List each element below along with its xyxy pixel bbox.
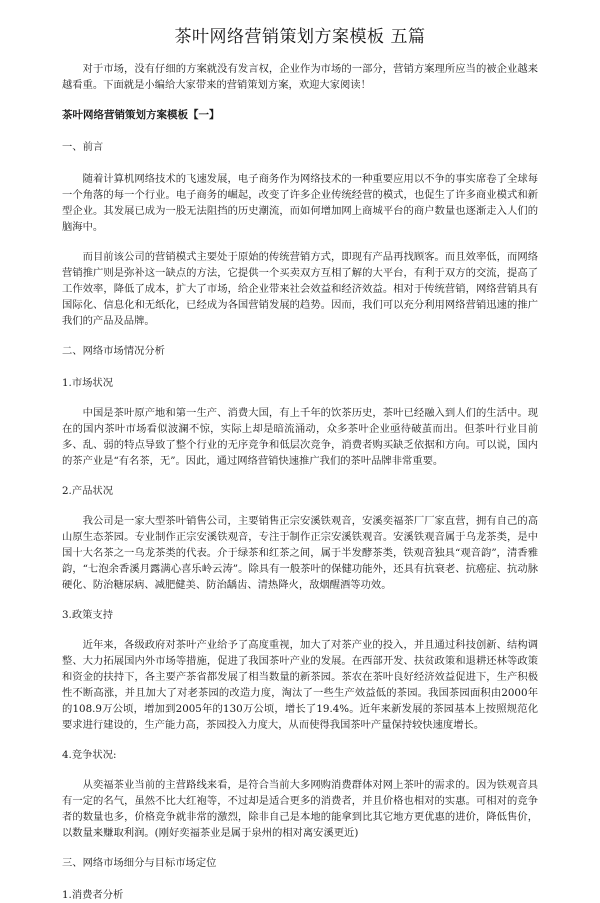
preface-paragraph-1: 随着计算机网络技术的飞速发展，电子商务作为网络技术的一种重要应用以不争的事实席卷了全球每一个角落的每一个行业。电子商务的崛起，改变了许多企业传统经营的模式，也促生了许多商业模式和新型企业。其发展已成为一股无法阻挡的历史潮流，而如何增加网上商城平台的商户数量也逐渐走入人们的脑海中。 xyxy=(62,173,538,233)
competition-paragraph: 从奕福茶业当前的主营路线来看，是符合当前大多网购消费群体对网上茶叶的需求的。因为铁观音具有一定的名气，虽然不比大红袍等，不过却是适合更多的消费者，并且价格也相对的实惠。可相对的竞争者的数量也多，价格竞争就非常的激烈，除非自己是本地的能拿到比其它地方更优惠的进价，降低售价，以数量来赚取利润。(刚好奕福茶业是属于泉州的相对离安溪更近) xyxy=(62,779,538,839)
policy-support-paragraph: 近年来，各级政府对茶叶产业给予了高度重视，加大了对茶产业的投入，并且通过科技创新、结构调整、大力拓展国内外市场等措施，促进了我国茶叶产业的发展。在西部开发、扶贫政策和退耕还林等政策和资金的扶持下，各主要产茶省都发展了相当数量的新茶园。茶农在茶叶良好经济效益促进下，生产积极性不断高涨，并且加大了对老茶园的改造力度，淘汰了一些生产效益低的茶园。我国茶园面积由2000年的108.9万公顷，增加到2005年的130万公顷，增长了19.4%。近年来新发展的茶园基本上按照规范化要求进行建设的，生产能力高，茶园投入力度大，从而使得我国茶叶产量保持较快速度增长。 xyxy=(62,639,538,731)
subheading-competition: 4.竞争状况: xyxy=(62,749,117,761)
subheading-market-status: 1.市场状况 xyxy=(62,377,114,389)
preface-paragraph-2: 而目前该公司的营销模式主要处于原始的传统营销方式，即现有产品再找顾客。而且效率低，而网络营销推广则是弥补这一缺点的方法，它提供一个买卖双方互相了解的大平台，有利于双方的交流，提高了工作效率，降低了成本，扩大了市场，给企业带来社会效益和经济效益。相对于传统营销，网络营销具有国际化、信息化和无纸化，已经成为各国营销发展的趋势。因而，我们可以充分利用网络营销迅速的推广我们的产品及品牌。 xyxy=(62,251,538,327)
page-title: 茶叶网络营销策划方案模板 五篇 xyxy=(174,27,426,47)
section-heading-segmentation: 三、网络市场细分与目标市场定位 xyxy=(62,857,217,869)
intro-paragraph: 对于市场，没有仔细的方案就没有发言权，企业作为市场的一部分，营销方案理所应当的被企业越来越看重。下面就是小编给大家带来的营销策划方案，欢迎大家阅读！ xyxy=(62,63,538,91)
subheading-policy-support: 3.政策支持 xyxy=(62,609,114,621)
plan-subtitle: 茶叶网络营销策划方案模板【一】 xyxy=(62,109,220,121)
subheading-consumer-analysis: 1.消费者分析 xyxy=(62,889,124,901)
subheading-product-status: 2.产品状况 xyxy=(62,485,114,497)
product-status-paragraph: 我公司是一家大型茶叶销售公司，主要销售正宗安溪铁观音，安溪奕福茶厂厂家直营，拥有自己的高山原生态茶园。专业制作正宗安溪铁观音，专注于制作正宗安溪铁观音。安溪铁观音属于乌龙茶类，是中国十大名茶之一乌龙茶类的代表。介于绿茶和红茶之间，属于半发酵茶类，铁观音独具“观音韵”，清香雅韵，“七泡余香溪月露满心喜乐岭云涛”。除具有一般茶叶的保健功能外，还具有抗衰老、抗癌症、抗动脉硬化、防治糖尿病、减肥健美、防治龋齿、清热降火，敌烟醒酒等功效。 xyxy=(62,515,538,591)
section-heading-preface: 一、前言 xyxy=(62,141,104,153)
market-status-paragraph: 中国是茶叶原产地和第一生产、消费大国，有上千年的饮茶历史，茶叶已经融入到人们的生活中。现在的国内茶叶市场看似波澜不惊，实际上却是暗流涌动，众多茶叶企业亟待破茧而出。但茶叶行业目前多、乱、弱的特点导致了整个行业的无序竞争和低层次竞争，消费者购买缺乏依据和方向。可以说，国内的茶产业是“有名茶，无”。因此，通过网络营销快速推广我们的茶叶品牌非常重要。 xyxy=(62,407,538,467)
section-heading-market-analysis: 二、网络市场情况分析 xyxy=(62,345,165,357)
